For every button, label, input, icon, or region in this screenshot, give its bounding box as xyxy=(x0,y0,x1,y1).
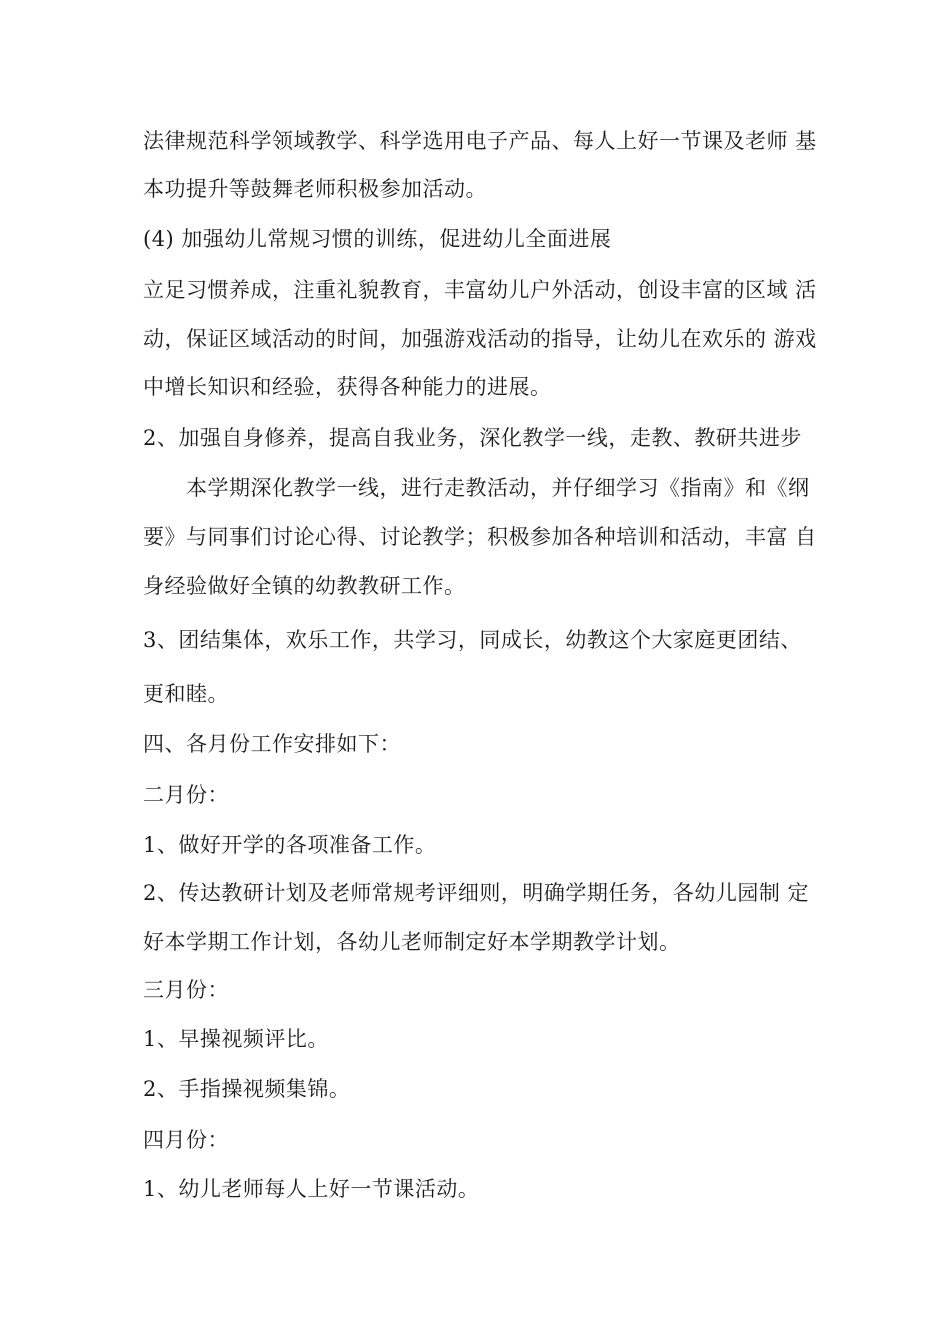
paragraph-line: 立足习惯养成，注重礼貌教育，丰富幼儿户外活动，创设丰富的区域 活 xyxy=(143,278,817,302)
paragraph-line: 法律规范科学领域教学、科学选用电子产品、每人上好一节课及老师 基 xyxy=(143,129,817,153)
section-heading: (4) 加强幼儿常规习惯的训练，促进幼儿全面进展 xyxy=(143,227,612,251)
month-heading: 二月份： xyxy=(143,783,229,807)
month-heading: 四月份： xyxy=(143,1128,229,1152)
list-item: 2、手指操视频集锦。 xyxy=(143,1077,351,1101)
paragraph-line: 中增长知识和经验，获得各种能力的进展。 xyxy=(143,375,552,399)
paragraph-line: 本功提升等鼓舞老师积极参加活动。 xyxy=(143,177,487,201)
paragraph-line: 要》与同事们讨论心得、讨论教学；积极参加各种培训和活动，丰富 自 xyxy=(143,525,817,549)
paragraph-line: 好本学期工作计划，各幼儿老师制定好本学期教学计划。 xyxy=(143,930,681,954)
paragraph-line: 身经验做好全镇的幼教教研工作。 xyxy=(143,574,466,598)
section-heading: 2、加强自身修养，提高自我业务，深化教学一线，走教、教研共进步 xyxy=(143,426,802,450)
month-heading: 三月份： xyxy=(143,978,229,1002)
paragraph-line: 动，保证区域活动的时间，加强游戏活动的指导，让幼儿在欢乐的 游戏 xyxy=(143,327,817,351)
list-item: 1、幼儿老师每人上好一节课活动。 xyxy=(143,1177,480,1201)
list-item: 1、做好开学的各项准备工作。 xyxy=(143,833,437,857)
list-item: 1、早操视频评比。 xyxy=(143,1027,329,1051)
paragraph-line: 本学期深化教学一线，进行走教活动，并仔细学习《指南》和《纲 xyxy=(186,476,810,500)
section-heading: 四、各月份工作安排如下： xyxy=(143,732,401,756)
section-heading: 3、团结集体，欢乐工作，共学习，同成长，幼教这个大家庭更团结、 xyxy=(143,628,802,652)
list-item: 2、传达教研计划及老师常规考评细则，明确学期任务，各幼儿园制 定 xyxy=(143,881,810,905)
paragraph-line: 更和睦。 xyxy=(143,682,229,706)
